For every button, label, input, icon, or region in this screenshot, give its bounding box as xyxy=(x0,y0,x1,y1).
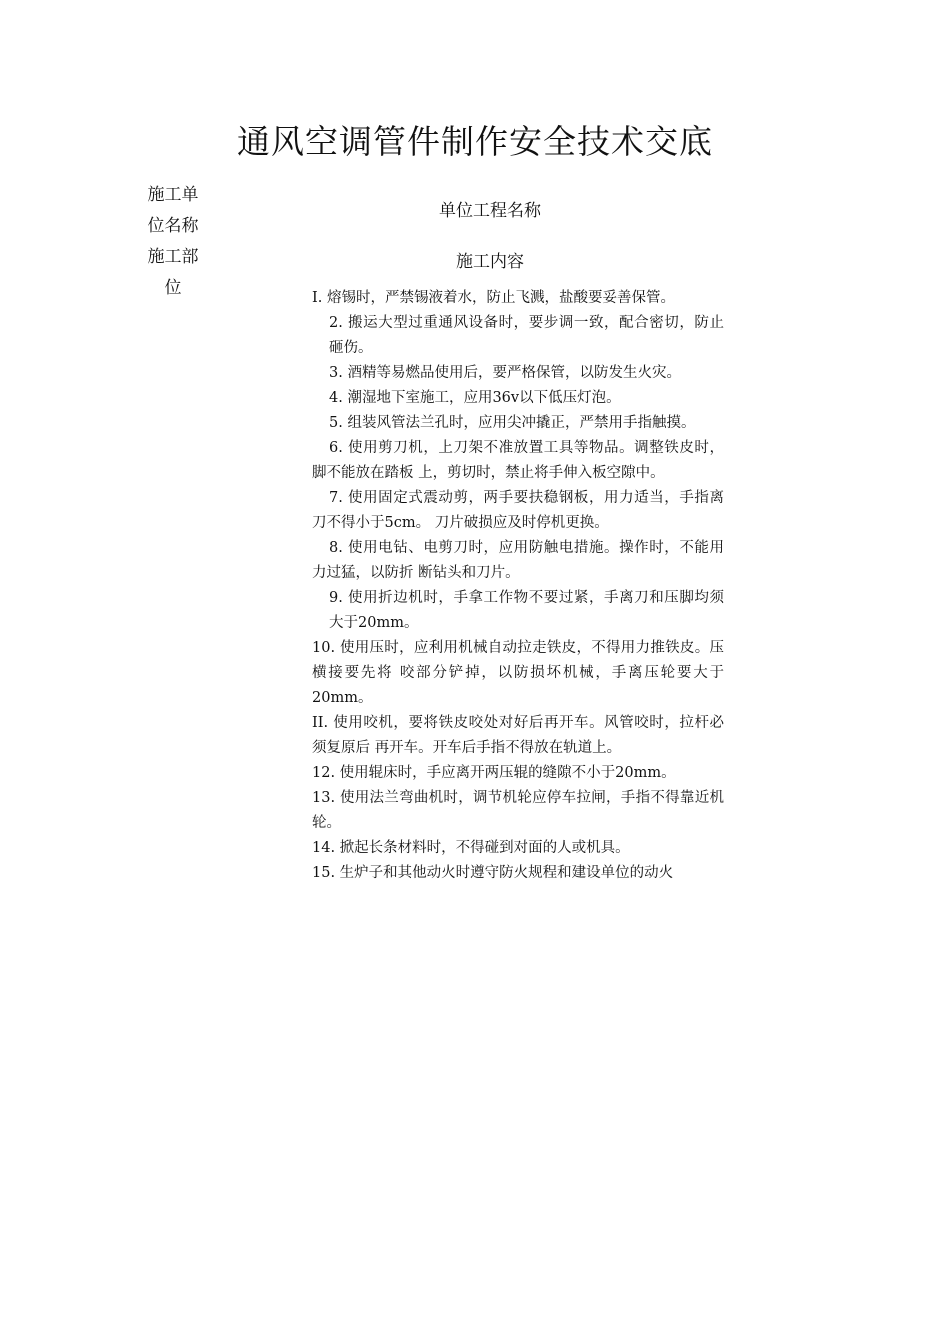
list-item: II. 使用咬机，要将铁皮咬处对好后再开车。风管咬时，拉杆必须复原后 再开车。开车后手指不得放在轨道上。 xyxy=(312,715,724,756)
construction-location-label: 施工部位 xyxy=(147,247,199,298)
list-item: 14. 掀起长条材料时，不得碰到对面的人或机具。 xyxy=(312,840,630,856)
list-item: 2. 搬运大型过重通风设备时，要步调一致，配合密切，防止砸伤。 xyxy=(329,315,724,356)
list-item: 8. 使用电钻、电剪刀时，应用防触电措施。操作时，不能用力过猛，以防折 断钻头和刀片。 xyxy=(312,540,724,581)
construction-unit-label: 施工单位名称 xyxy=(147,185,199,236)
list-item: 10. 使用压时，应利用机械自动拉走铁皮，不得用力推铁皮。压横接要先将 咬部分铲掉，以防损坏机械，手离压轮要大于20mm。 xyxy=(312,640,724,706)
list-item: 12. 使用辊床时，手应离开两压辊的缝隙不小于20mm。 xyxy=(312,765,676,781)
list-item: 5. 组装风管法兰孔时，应用尖冲撬正，严禁用手指触摸。 xyxy=(329,415,696,431)
safety-item-list xyxy=(312,286,724,886)
content-label: 施工内容 xyxy=(456,252,524,272)
list-item: 15. 生炉子和其他动火时遵守防火规程和建设单位的动火 xyxy=(312,865,674,881)
page-title: 通风空调管件制作安全技术交底 xyxy=(237,122,713,161)
list-item: I. 熔锡时，严禁锡液着水，防止飞溅，盐酸要妥善保管。 xyxy=(312,290,675,306)
left-label-column xyxy=(140,180,206,304)
project-name-label: 单位工程名称 xyxy=(439,201,541,221)
list-item: 6. 使用剪刀机，上刀架不准放置工具等物品。调整铁皮时，脚不能放在踏板 上，剪切时，禁止将手伸入板空隙中。 xyxy=(312,440,724,481)
list-item: 9. 使用折边机时，手拿工作物不要过紧，手离刀和压脚均须大于20mm。 xyxy=(329,590,724,631)
list-item: 7. 使用固定式震动剪，两手要扶稳钢板，用力适当，手指离刀不得小于5cm。 刀片破损应及时停机更换。 xyxy=(312,490,724,531)
list-item: 4. 潮湿地下室施工，应用36v以下低压灯泡。 xyxy=(329,390,621,406)
list-item: 3. 酒精等易燃品使用后，要严格保管，以防发生火灾。 xyxy=(329,365,681,381)
list-item: 13. 使用法兰弯曲机时，调节机轮应停车拉闸，手指不得靠近机轮。 xyxy=(312,790,724,831)
